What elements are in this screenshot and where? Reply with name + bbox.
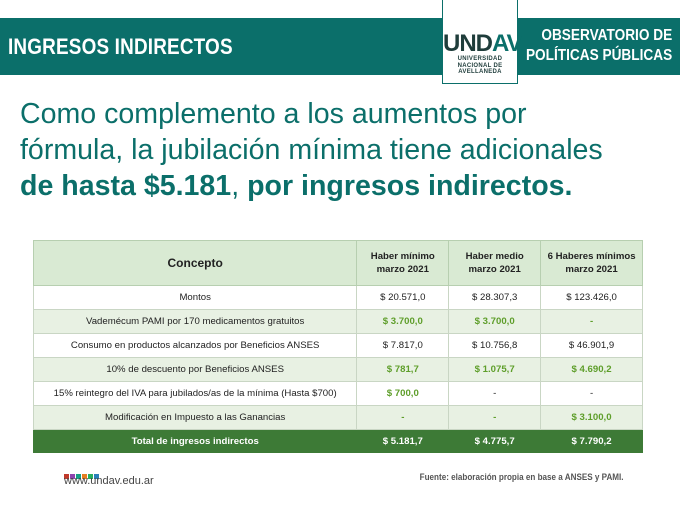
logo-mark-prefix: UND [443,30,492,57]
cell-haber-medio: $ 10.756,8 [449,334,541,358]
cell-6-haberes: $ 46.901,9 [541,334,643,358]
cell-haber-medio: - [449,382,541,406]
page-title: INGRESOS INDIRECTOS [8,34,233,59]
total-haber-minimo: $ 5.181,7 [357,430,449,453]
cell-6-haberes: - [541,382,643,406]
cell-6-haberes: $ 4.690,2 [541,358,643,382]
table-row [34,358,643,382]
footer-color-dots [64,466,100,471]
cell-6-haberes: $ 123.426,0 [541,286,643,310]
logo-mark-accent: AV [492,30,522,57]
observatorio-line1: OBSERVATORIO DE [541,27,672,44]
logo-mark [443,30,522,58]
row-concept: Vademécum PAMI por 170 medicamentos gratuitos [34,310,357,334]
headline-line3 [20,168,660,204]
headline-sep: , [231,170,248,202]
table-header-row [34,241,643,286]
table-row [34,334,643,358]
row-concept: Modificación en Impuesto a las Ganancias [34,406,357,430]
total-concept: Total de ingresos indirectos [34,430,357,453]
cell-haber-minimo: $ 20.571,0 [357,286,449,310]
header-haber-medio: Haber medio marzo 2021 [449,241,541,286]
row-concept: 10% de descuento por Beneficios ANSES [34,358,357,382]
header-6-haberes: 6 Haberes mínimos marzo 2021 [541,241,643,286]
footer-source: Fuente: elaboración propia en base a ANSES y PAMI. [420,472,624,482]
logo-sub-line3: AVELLANEDA [458,69,502,76]
total-6-haberes: $ 7.790,2 [541,430,643,453]
cell-haber-minimo: $ 781,7 [357,358,449,382]
headline-bold-amount: de hasta $5.181 [20,170,232,202]
cell-haber-minimo: $ 3.700,0 [357,310,449,334]
table-row [34,286,643,310]
total-haber-medio: $ 4.775,7 [449,430,541,453]
headline [20,96,660,204]
logo-sub-line2: NACIONAL DE [457,62,503,69]
cell-haber-medio: $ 3.700,0 [449,310,541,334]
row-concept: 15% reintegro del IVA para jubilados/as de la mínima (Hasta $700) [34,382,357,406]
cell-6-haberes: $ 3.100,0 [541,406,643,430]
headline-bold-rest: por ingresos indirectos. [247,170,573,202]
headline-line1: Como complemento a los aumentos por [20,98,527,130]
cell-6-haberes: - [541,310,643,334]
cell-haber-minimo: $ 7.817,0 [357,334,449,358]
table-total-row [34,430,643,453]
cell-haber-minimo: - [357,406,449,430]
table-row [34,310,643,334]
ingresos-table [33,240,643,453]
table-row [34,406,643,430]
undav-logo [442,0,522,84]
row-concept: Consumo en productos alcanzados por Beneficios ANSES [34,334,357,358]
observatorio-label [526,26,672,66]
observatorio-line2: POLÍTICAS PÚBLICAS [525,47,672,64]
cell-haber-medio: $ 28.307,3 [449,286,541,310]
logo-sub-line1: UNIVERSIDAD [457,56,503,62]
cell-haber-medio: - [449,406,541,430]
header-concepto: Concepto [34,241,357,286]
headline-line2: fórmula, la jubilación mínima tiene adicionales [20,134,603,166]
header-haber-minimo: Haber mínimo marzo 2021 [357,241,449,286]
footer-url: www.undav.edu.ar [64,475,154,487]
table-row [34,382,643,406]
row-concept: Montos [34,286,357,310]
cell-haber-medio: $ 1.075,7 [449,358,541,382]
logo-subtitle [443,56,517,76]
cell-haber-minimo: $ 700,0 [357,382,449,406]
